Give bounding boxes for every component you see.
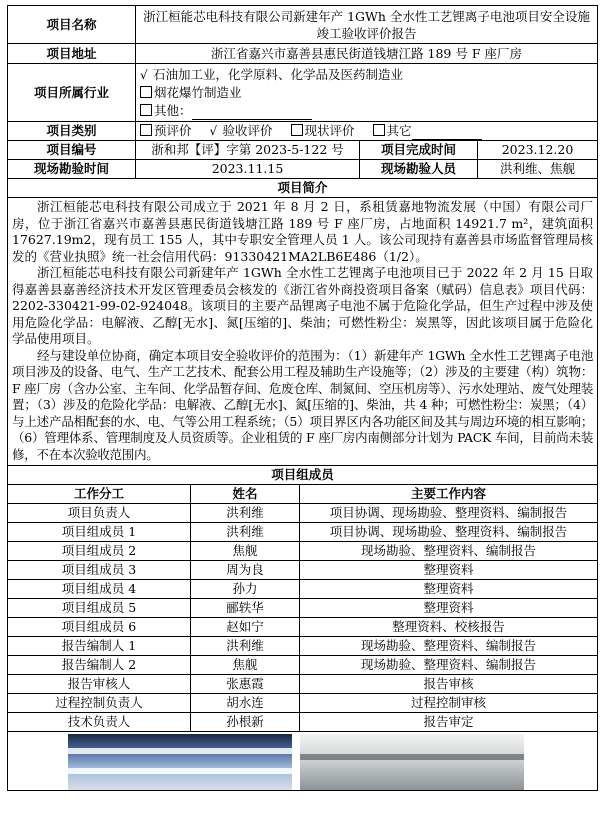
member-name: 胡水连: [191, 694, 300, 713]
checkbox-icon: [291, 124, 303, 136]
ceiling-light-strip: [68, 748, 292, 754]
member-role: 报告编制人 1: [8, 637, 191, 656]
industry-option-1-label: 石油加工业，化学原料、化学品及医药制造业: [153, 66, 404, 82]
table-row: [8, 656, 598, 675]
member-work: 整理资料: [300, 599, 598, 618]
member-work: 项目协调、现场勘验、整理资料、编制报告: [300, 523, 598, 542]
members-rows: [8, 504, 598, 732]
table-row: [8, 561, 598, 580]
member-work: 报告审核: [300, 675, 598, 694]
category-pre[interactable]: [140, 123, 192, 138]
intro-paragraph-3: 经与建设单位协商，确定本项目安全验收评价的范围为：（1）新建年产 1GWh 全水性工艺锂离子电池项目涉及的设备、电气、生产工艺技术、配套公用工程及辅助生产设施等；（2）涉及的主要建（构）筑物：F 座厂房（含办公室、主车间、化学品暂存间、危废仓库、制氮间、空压机房等）、污水处理站、废气处理装置；（3）涉及的危险化学品：电解液、乙醇[无水]、氮[压缩的]、柴油，共 4 种；可燃性粉尘：炭黑；（4）与上述产品相配套的水、电、气等公用工程系统；（5）项目界区内各功能区间及其与周边环境的相互影响；（6）管理体系、管理制度及人员资质等。企业租赁的 F 座厂房内南侧部分计划为 PACK 车间，目前尚未装修，不在本次验收范围内。: [12, 347, 594, 462]
members-header-work: 主要工作内容: [300, 485, 598, 504]
intro-title: 项目简介: [8, 179, 598, 198]
industry-option-2[interactable]: [140, 84, 593, 102]
member-work: 过程控制审核: [300, 694, 598, 713]
member-role: 项目组成员 2: [8, 542, 191, 561]
member-name: 洪利维: [191, 637, 300, 656]
survey-staff-label: 现场勘验人员: [360, 160, 478, 179]
member-work: 项目协调、现场勘验、整理资料、编制报告: [300, 504, 598, 523]
table-row: [8, 618, 598, 637]
table-row: [8, 523, 598, 542]
member-work: 整理资料、校核报告: [300, 618, 598, 637]
member-role: 项目组成员 4: [8, 580, 191, 599]
site-photo-workshop: [300, 734, 524, 790]
survey-time-label: 现场勘验时间: [8, 160, 136, 179]
table-row: [8, 675, 598, 694]
members-title: 项目组成员: [8, 466, 598, 485]
workshop-beam: [300, 754, 524, 760]
project-number-label: 项目编号: [8, 141, 136, 160]
members-header-role: 工作分工: [8, 485, 191, 504]
table-row: [8, 713, 598, 732]
category-other-blank[interactable]: [412, 125, 482, 140]
checkbox-icon: [140, 86, 152, 98]
member-role: 报告编制人 2: [8, 656, 191, 675]
member-role: 项目组成员 6: [8, 618, 191, 637]
info-table: [7, 5, 598, 466]
project-address-value: 浙江省嘉兴市嘉善县惠民街道钱塘江路 189 号 F 座厂房: [136, 44, 598, 64]
category-pre-label: 预评价: [154, 123, 192, 138]
member-role: 项目负责人: [8, 504, 191, 523]
table-row: [8, 580, 598, 599]
industry-option-3[interactable]: [140, 102, 593, 120]
member-name: 洪利维: [191, 523, 300, 542]
members-table: [7, 466, 598, 791]
checkbox-icon: [373, 124, 385, 136]
member-name: 郦轶华: [191, 599, 300, 618]
industry-option-1[interactable]: [140, 66, 593, 84]
table-row: [8, 637, 598, 656]
member-role: 技术负责人: [8, 713, 191, 732]
table-row: [8, 599, 598, 618]
member-name: 张惠霞: [191, 675, 300, 694]
completion-time-label: 项目完成时间: [360, 141, 478, 160]
check-mark-icon: √: [209, 124, 218, 138]
member-work: 现场勘验、整理资料、编制报告: [300, 542, 598, 561]
member-name: 洪利维: [191, 504, 300, 523]
survey-staff-value: 洪利维、焦舰: [478, 160, 598, 179]
member-name: 焦舰: [191, 542, 300, 561]
members-header-name: 姓名: [191, 485, 300, 504]
member-name: 赵如宁: [191, 618, 300, 637]
member-work: 现场勘验、整理资料、编制报告: [300, 656, 598, 675]
checkbox-icon: [140, 124, 152, 136]
industry-option-2-label: 烟花爆竹制造业: [154, 84, 242, 100]
table-row: [8, 504, 598, 523]
table-row: [8, 542, 598, 561]
survey-time-value: 2023.11.15: [136, 160, 360, 179]
member-role: 项目组成员 1: [8, 523, 191, 542]
member-name: 周为良: [191, 561, 300, 580]
member-work: 整理资料: [300, 561, 598, 580]
member-name: 孙力: [191, 580, 300, 599]
category-status[interactable]: [291, 123, 355, 138]
ceiling-light-strip: [68, 768, 292, 774]
intro-body: [8, 198, 598, 466]
industry-other-blank[interactable]: [192, 105, 312, 120]
member-role: 项目组成员 3: [8, 561, 191, 580]
member-role: 过程控制负责人: [8, 694, 191, 713]
check-mark-icon: √: [140, 67, 148, 82]
completion-time-value: 2023.12.20: [478, 141, 598, 160]
report-page: [7, 5, 597, 791]
category-acceptance[interactable]: [210, 123, 273, 138]
member-work: 整理资料: [300, 580, 598, 599]
site-photo-ceiling: [68, 734, 292, 790]
member-role: 报告审核人: [8, 675, 191, 694]
member-work: 现场勘验、整理资料、编制报告: [300, 637, 598, 656]
member-name: 焦舰: [191, 656, 300, 675]
industry-label: 项目所属行业: [8, 64, 136, 122]
project-address-label: 项目地址: [8, 44, 136, 64]
site-photos: [8, 732, 598, 791]
project-name-value: 浙江桓能芯电科技有限公司新建年产 1GWh 全水性工艺锂离子电池项目安全设施竣工验收评价报告: [136, 6, 598, 44]
checkbox-icon: [140, 104, 152, 116]
member-work: 报告审定: [300, 713, 598, 732]
member-name: 孙根新: [191, 713, 300, 732]
project-number-value: 浙和邦【评】字第 2023-5-122 号: [136, 141, 360, 160]
category-other[interactable]: [373, 123, 482, 138]
category-acceptance-label: 验收评价: [222, 123, 273, 138]
intro-paragraph-1: 浙江桓能芯电科技有限公司成立于 2021 年 8 月 2 日，系租赁嘉地物流发展（中国）有限公司厂房，位于浙江省嘉兴市嘉善县惠民街道钱塘江路 189 号 F 座厂房，占地面积 14921.7 m²，建筑面积 17627.19m2，现有员工 155 人，其中专职安全管理人员 1 人。该公司现持有嘉善县市场监督管理局核发的《营业执照》统一社会信用代码：91330421MA2LB6E486（1/2）。: [12, 199, 594, 264]
member-role: 项目组成员 5: [8, 599, 191, 618]
category-other-label: 其它: [386, 123, 412, 138]
industry-option-3-label: 其他：: [154, 102, 192, 118]
intro-paragraph-2: 浙江桓能芯电科技有限公司新建年产 1GWh 全水性工艺锂离子电池项目已于 2022 年 2 月 15 日取得嘉善县嘉善经济技术开发区管理委员会核发的《浙江省外商投资项目备案（赋码）信息表》项目代码：2202-330421-99-02-924048。该项目的主要产品锂离子电池不属于危险化学品，但生产过程中涉及使用危险化学品：电解液、乙醇[无水]、氮[压缩的]、柴油；可燃性粉尘：炭黑等，因此该项目属于危险化学品使用项目。: [12, 265, 594, 346]
category-label: 项目类别: [8, 122, 136, 141]
table-row: [8, 694, 598, 713]
category-status-label: 现状评价: [304, 123, 355, 138]
project-name-label: 项目名称: [8, 6, 136, 44]
